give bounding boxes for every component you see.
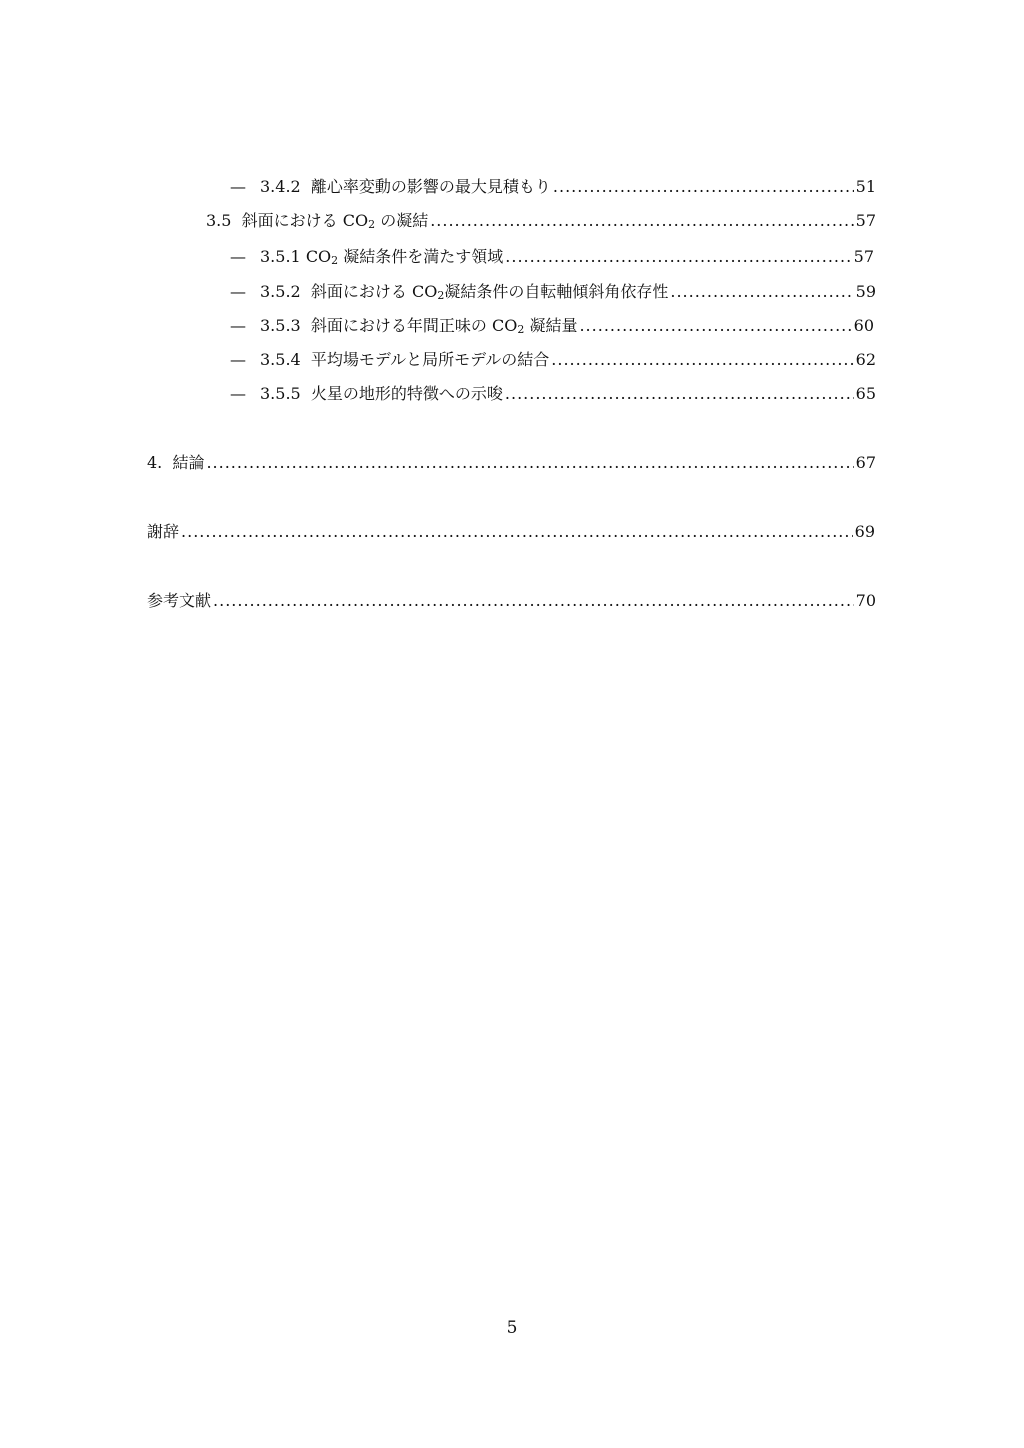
toc-leader-dots bbox=[505, 382, 854, 406]
toc-dash: — bbox=[230, 282, 246, 301]
toc-page-number: 65 bbox=[855, 384, 876, 403]
toc-label bbox=[230, 280, 668, 304]
toc-number: 3.5.1 bbox=[260, 247, 301, 266]
toc-label bbox=[206, 209, 428, 233]
toc-entry-acknowledgements bbox=[147, 520, 875, 544]
toc-leader-dots bbox=[213, 589, 854, 613]
toc-formula: CO bbox=[412, 282, 438, 301]
toc-page-number: 67 bbox=[855, 453, 876, 472]
toc-entry-3-5-2 bbox=[230, 280, 876, 304]
toc-dash: — bbox=[230, 384, 246, 403]
toc-entry-3-5-4 bbox=[230, 348, 876, 372]
toc-leader-dots bbox=[551, 348, 853, 372]
toc-title-after: 凝結量 bbox=[529, 316, 578, 335]
toc-dash: — bbox=[230, 247, 246, 266]
toc-title: 参考文献 bbox=[147, 591, 212, 610]
toc-label bbox=[230, 245, 503, 269]
toc-formula: CO bbox=[492, 316, 518, 335]
toc-label bbox=[147, 589, 211, 613]
toc-title-before: 斜面における年間正味の bbox=[310, 316, 487, 335]
toc-entry-3-4-2 bbox=[230, 175, 876, 199]
toc-number: 3.5.5 bbox=[260, 384, 301, 403]
toc-title: 離心率変動の影響の最大見積もり bbox=[310, 177, 551, 196]
toc-entry-3-5-1 bbox=[230, 245, 874, 269]
toc-leader-dots bbox=[579, 314, 851, 338]
toc-title-before: 斜面における bbox=[310, 282, 407, 301]
toc-leader-dots bbox=[206, 451, 853, 475]
toc-title-after: 凝結条件の自転軸傾斜角依存性 bbox=[444, 282, 669, 301]
toc-title-before: 斜面における bbox=[241, 211, 338, 230]
toc-page-number: 59 bbox=[855, 282, 876, 301]
page-number: 5 bbox=[506, 1318, 518, 1338]
toc-title: 火星の地形的特徴への示唆 bbox=[310, 384, 503, 403]
toc-formula-subscript: 2 bbox=[368, 218, 376, 231]
toc-label bbox=[230, 314, 577, 338]
toc-entry-3-5-3 bbox=[230, 314, 874, 338]
toc-formula-subscript: 2 bbox=[331, 254, 339, 267]
toc-label bbox=[230, 175, 551, 199]
toc-dash: — bbox=[230, 177, 246, 196]
toc-title: 平均場モデルと局所モデルの結合 bbox=[310, 350, 550, 369]
toc-leader-dots bbox=[670, 280, 853, 304]
toc-entry-3-5-5 bbox=[230, 382, 876, 406]
toc-label bbox=[147, 520, 179, 544]
toc-page-number: 70 bbox=[855, 591, 876, 610]
toc-page-number: 69 bbox=[854, 522, 875, 541]
toc-page-number: 62 bbox=[855, 350, 876, 369]
toc-page-number: 51 bbox=[855, 177, 876, 196]
toc-formula: CO bbox=[342, 211, 369, 230]
toc-number: 3.5.2 bbox=[260, 282, 301, 301]
toc-label bbox=[230, 348, 549, 372]
toc-title-after: の凝結 bbox=[380, 211, 429, 230]
toc-number: 3.5 bbox=[206, 211, 232, 230]
toc-leader-dots bbox=[430, 209, 853, 233]
toc-number: 4. bbox=[147, 453, 163, 472]
toc-page-number: 57 bbox=[855, 211, 876, 230]
toc-leader-dots bbox=[505, 245, 851, 269]
toc-label bbox=[230, 382, 503, 406]
toc-title: 謝辞 bbox=[147, 522, 180, 541]
toc-leader-dots bbox=[553, 175, 854, 199]
toc-leader-dots bbox=[181, 520, 853, 544]
toc-entry-references bbox=[147, 589, 876, 613]
toc-entry-chapter-4 bbox=[147, 451, 876, 475]
toc-formula-subscript: 2 bbox=[517, 323, 525, 336]
toc-title: 結論 bbox=[172, 453, 205, 472]
toc-label bbox=[147, 451, 204, 475]
toc-dash: — bbox=[230, 316, 246, 335]
toc-formula: CO bbox=[305, 247, 332, 266]
toc-entry-3-5 bbox=[206, 209, 876, 233]
toc-formula-subscript: 2 bbox=[437, 289, 445, 302]
toc-number: 3.5.3 bbox=[260, 316, 301, 335]
toc-title-after: 凝結条件を満たす領域 bbox=[343, 247, 504, 266]
toc-number: 3.5.4 bbox=[260, 350, 301, 369]
toc-dash: — bbox=[230, 350, 246, 369]
toc-page-number: 57 bbox=[853, 247, 874, 266]
toc-number: 3.4.2 bbox=[260, 177, 301, 196]
toc-page-number: 60 bbox=[853, 316, 874, 335]
